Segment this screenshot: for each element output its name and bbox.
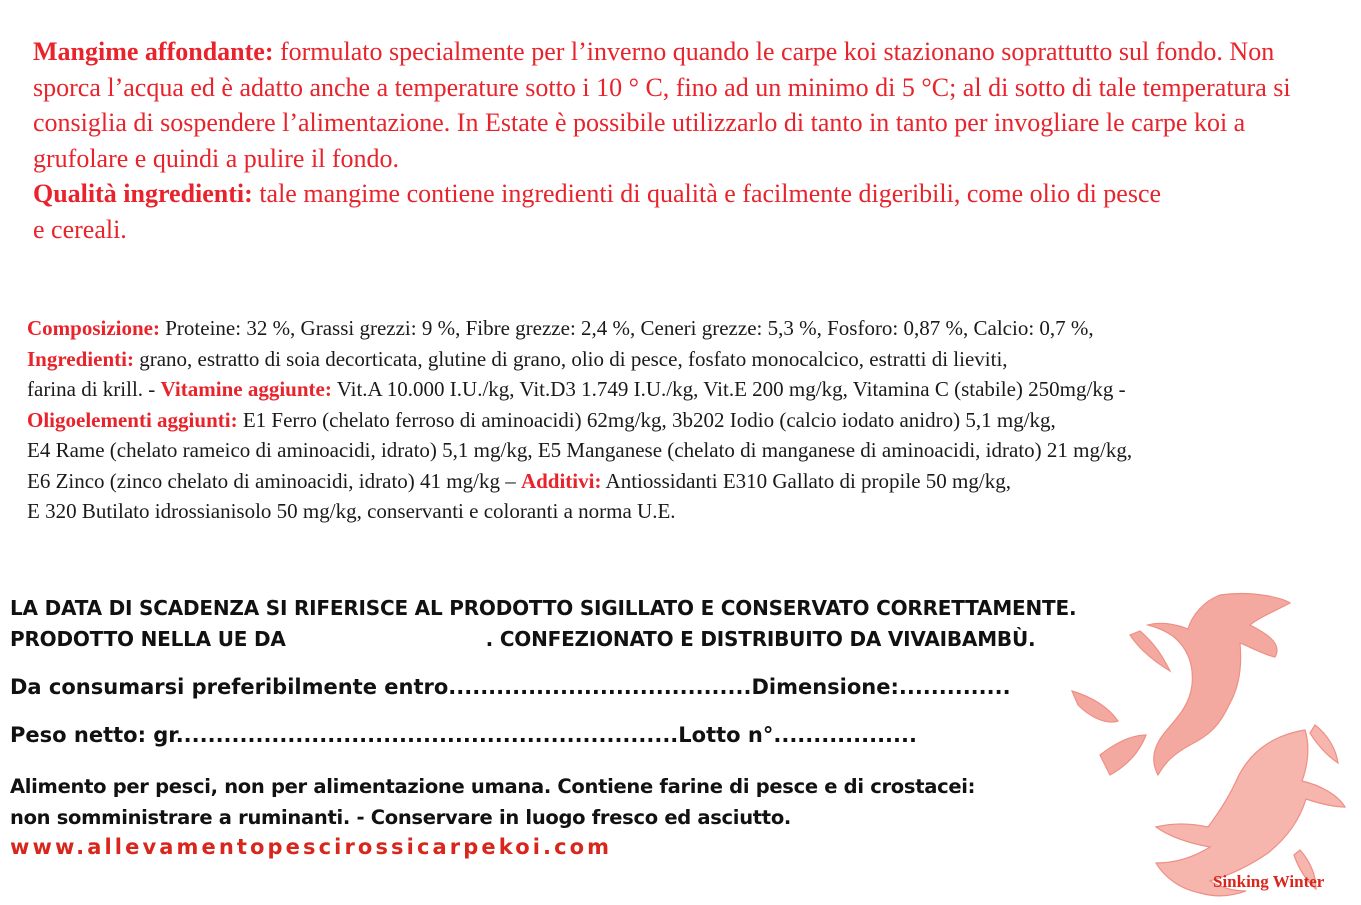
ingredients-label: Ingredienti: [27, 346, 134, 371]
composition-block [27, 313, 1352, 527]
net-weight-dots: ............................................................... [175, 723, 679, 747]
lot-dots: ................. [781, 723, 917, 747]
label-footer [10, 593, 1130, 859]
composition-label: Composizione: [27, 316, 160, 340]
usage-notice-line-1: Alimento per pesci, non per alimentazione umana. Contiene farine di pesce e di crostacei: [10, 775, 976, 798]
vitamins-label: Vitamine aggiunte: [160, 377, 332, 401]
best-before-dots: ...................................... [448, 675, 752, 699]
additives-label: Additivi: [520, 468, 602, 493]
product-description [33, 34, 1343, 247]
composition-text: Proteine: 32 %, Grassi grezzi: 9 %, Fibre grezze: 2,4 %, Ceneri grezze: 5,3 %, Fosforo: 0,87 %, Calcio: 0,7 %, [160, 316, 1094, 340]
best-before-label: Da consumarsi preferibilmente entro [10, 675, 449, 699]
usage-notice-line-2: non somministrare a ruminanti. - Conservare in luogo fresco ed asciutto. [10, 806, 792, 829]
sinking-feed-text: formulato specialmente per l’inverno quando le carpe koi stazionano soprattutto sul fondo. Non sporca l’acqua ed è adatto anche a temperature sotto i 10 ° C, fino ad un minimo di 5 °C; al di sotto di tale temperatura si consiglia di sospendere l’alimentazione. In Estate è possibile utilizzarlo di tanto in tanto per invogliare le carpe koi a grufolare e quindi a pulire il fondo. [33, 37, 1291, 173]
composition-line [27, 313, 1352, 344]
additives-text-2: E 320 Butilato idrossianisolo 50 mg/kg, conservanti e coloranti a norma U.E. [27, 499, 676, 523]
koi-fish-upper [1072, 594, 1290, 775]
ingredients-quality-label: Qualità ingredienti: [33, 179, 253, 208]
ingredients-text-continued: farina di krill. - [27, 377, 161, 401]
variant-label: Sinking Winter [1213, 872, 1325, 891]
trace-elements-text-3: E6 Zinco (zinco chelato di aminoacidi, idrato) 41 mg/kg – [27, 468, 521, 493]
ingredients-quality-text: tale mangime contiene ingredienti di qualità e facilmente digeribili, come olio di pesce [252, 179, 1162, 208]
ingredients-quality-text-line2: e cereali. [33, 214, 127, 244]
expiry-note: LA DATA DI SCADENZA SI RIFERISCE AL PRODOTTO SIGILLATO E CONSERVATO CORRETTAMENTE. [10, 596, 1077, 620]
size-label: Dimensione: [751, 675, 899, 699]
koi-fish-illustration [1070, 585, 1361, 905]
producer-suffix: . CONFEZIONATO E DISTRIBUITO DA VIVAIBAMBÙ. [485, 627, 1036, 651]
producer-line [10, 624, 1130, 655]
net-weight-label: Peso netto: gr [10, 723, 176, 747]
producer-prefix: PRODOTTO NELLA UE DA [10, 627, 286, 651]
additives-text: Antiossidanti E310 Gallato di propile 50 mg/kg, [601, 468, 1011, 493]
sinking-feed-paragraph [33, 34, 1343, 176]
koi-fish-lower [1156, 725, 1345, 896]
trace-elements-text-2: E4 Rame (chelato rameico di aminoacidi, idrato) 5,1 mg/kg, E5 Manganese (chelato di manganese di aminoacidi, idrato) 21 mg/kg, [27, 438, 1133, 462]
net-weight-field [10, 723, 917, 747]
additives-line-2 [27, 496, 1352, 527]
vitamins-line [27, 374, 1352, 405]
trace-elements-line-2 [27, 435, 1352, 466]
ingredients-quality-paragraph [33, 176, 1343, 247]
vitamins-text: Vit.A 10.000 I.U./kg, Vit.D3 1.749 I.U./kg, Vit.E 200 mg/kg, Vitamina C (stabile) 250mg/kg - [331, 377, 1126, 401]
ingredients-line [27, 344, 1352, 375]
usage-notice [10, 771, 975, 833]
website-url: www.allevamentopescirossicarpekoi.com [10, 835, 613, 859]
additives-line [27, 466, 1352, 497]
best-before-field [10, 675, 1011, 699]
sinking-feed-label: Mangime affondante: [33, 37, 274, 66]
lot-label: Lotto n°. [678, 723, 782, 747]
trace-elements-label: Oligoelementi aggiunti: [27, 407, 238, 432]
ingredients-text: grano, estratto di soia decorticata, glutine di grano, olio di pesce, fosfato monocalcico, estratti di lieviti, [133, 346, 1008, 371]
size-dots: .............. [898, 675, 1011, 699]
trace-elements-text: E1 Ferro (chelato ferroso di aminoacidi) 62mg/kg, 3b202 Iodio (calcio iodato anidro) 5,1 mg/kg, [237, 407, 1056, 432]
trace-elements-line [27, 405, 1352, 436]
